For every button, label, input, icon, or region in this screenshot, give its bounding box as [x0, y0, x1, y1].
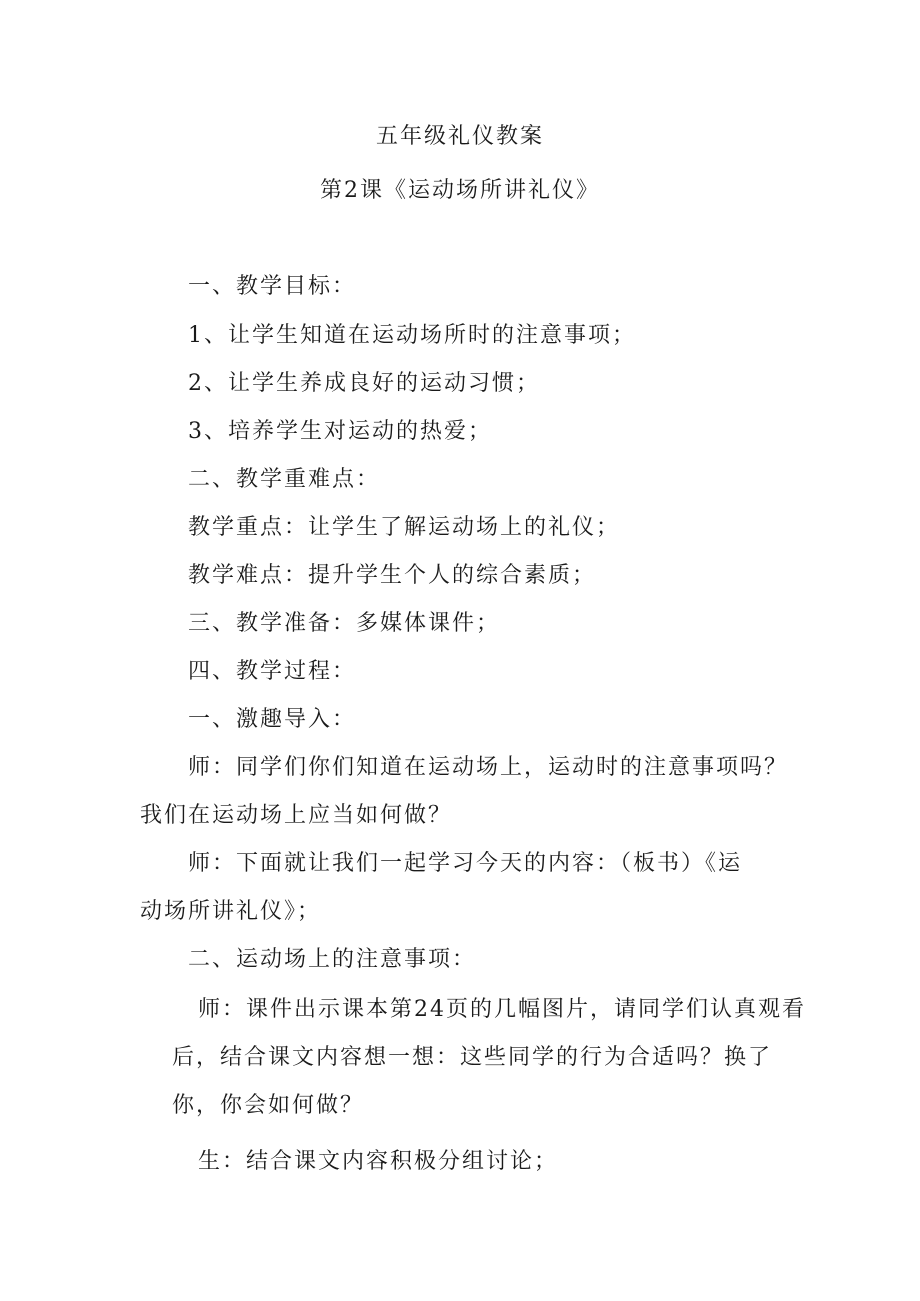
paragraph-line: 师：同学们你们知道在运动场上，运动时的注意事项吗？: [188, 755, 789, 780]
paragraph-line: 我们在运动场上应当如何做？: [140, 803, 453, 828]
section-heading-preparation: 三、教学准备：多媒体课件；: [188, 611, 501, 636]
objective-item-2: 2、让学生养成良好的运动习惯；: [188, 371, 540, 396]
objective-item-1: 1、让学生知道在运动场所时的注意事项；: [188, 323, 636, 348]
objective-item-3: 3、培养学生对运动的热爱；: [188, 419, 492, 444]
section-heading-objectives: 一、教学目标：: [188, 274, 357, 299]
paragraph-line: 你，你会如何做？: [172, 1093, 365, 1118]
step-heading-precautions: 二、运动场上的注意事项：: [188, 947, 477, 972]
section-heading-process: 四、教学过程：: [188, 659, 357, 684]
document-title: 五年级礼仪教案: [375, 124, 544, 149]
paragraph-line: 生：结合课文内容积极分组讨论；: [198, 1149, 559, 1174]
step-heading-intro: 一、激趣导入：: [188, 707, 357, 732]
paragraph-line: 后，结合课文内容想一想：这些同学的行为合适吗？换了: [172, 1045, 773, 1070]
paragraph-line: 师：下面就让我们一起学习今天的内容：（板书）《运: [188, 851, 743, 876]
paragraph-line: 动场所讲礼仪》；: [140, 899, 322, 924]
key-point-line: 教学重点：让学生了解运动场上的礼仪；: [188, 515, 621, 540]
lesson-title: 第2课《运动场所讲礼仪》: [320, 178, 600, 203]
paragraph-line: 师：课件出示课本第24页的几幅图片，请同学们认真观看: [198, 997, 806, 1022]
section-heading-key-points: 二、教学重难点：: [188, 467, 381, 492]
difficult-point-line: 教学难点：提升学生个人的综合素质；: [188, 563, 597, 588]
